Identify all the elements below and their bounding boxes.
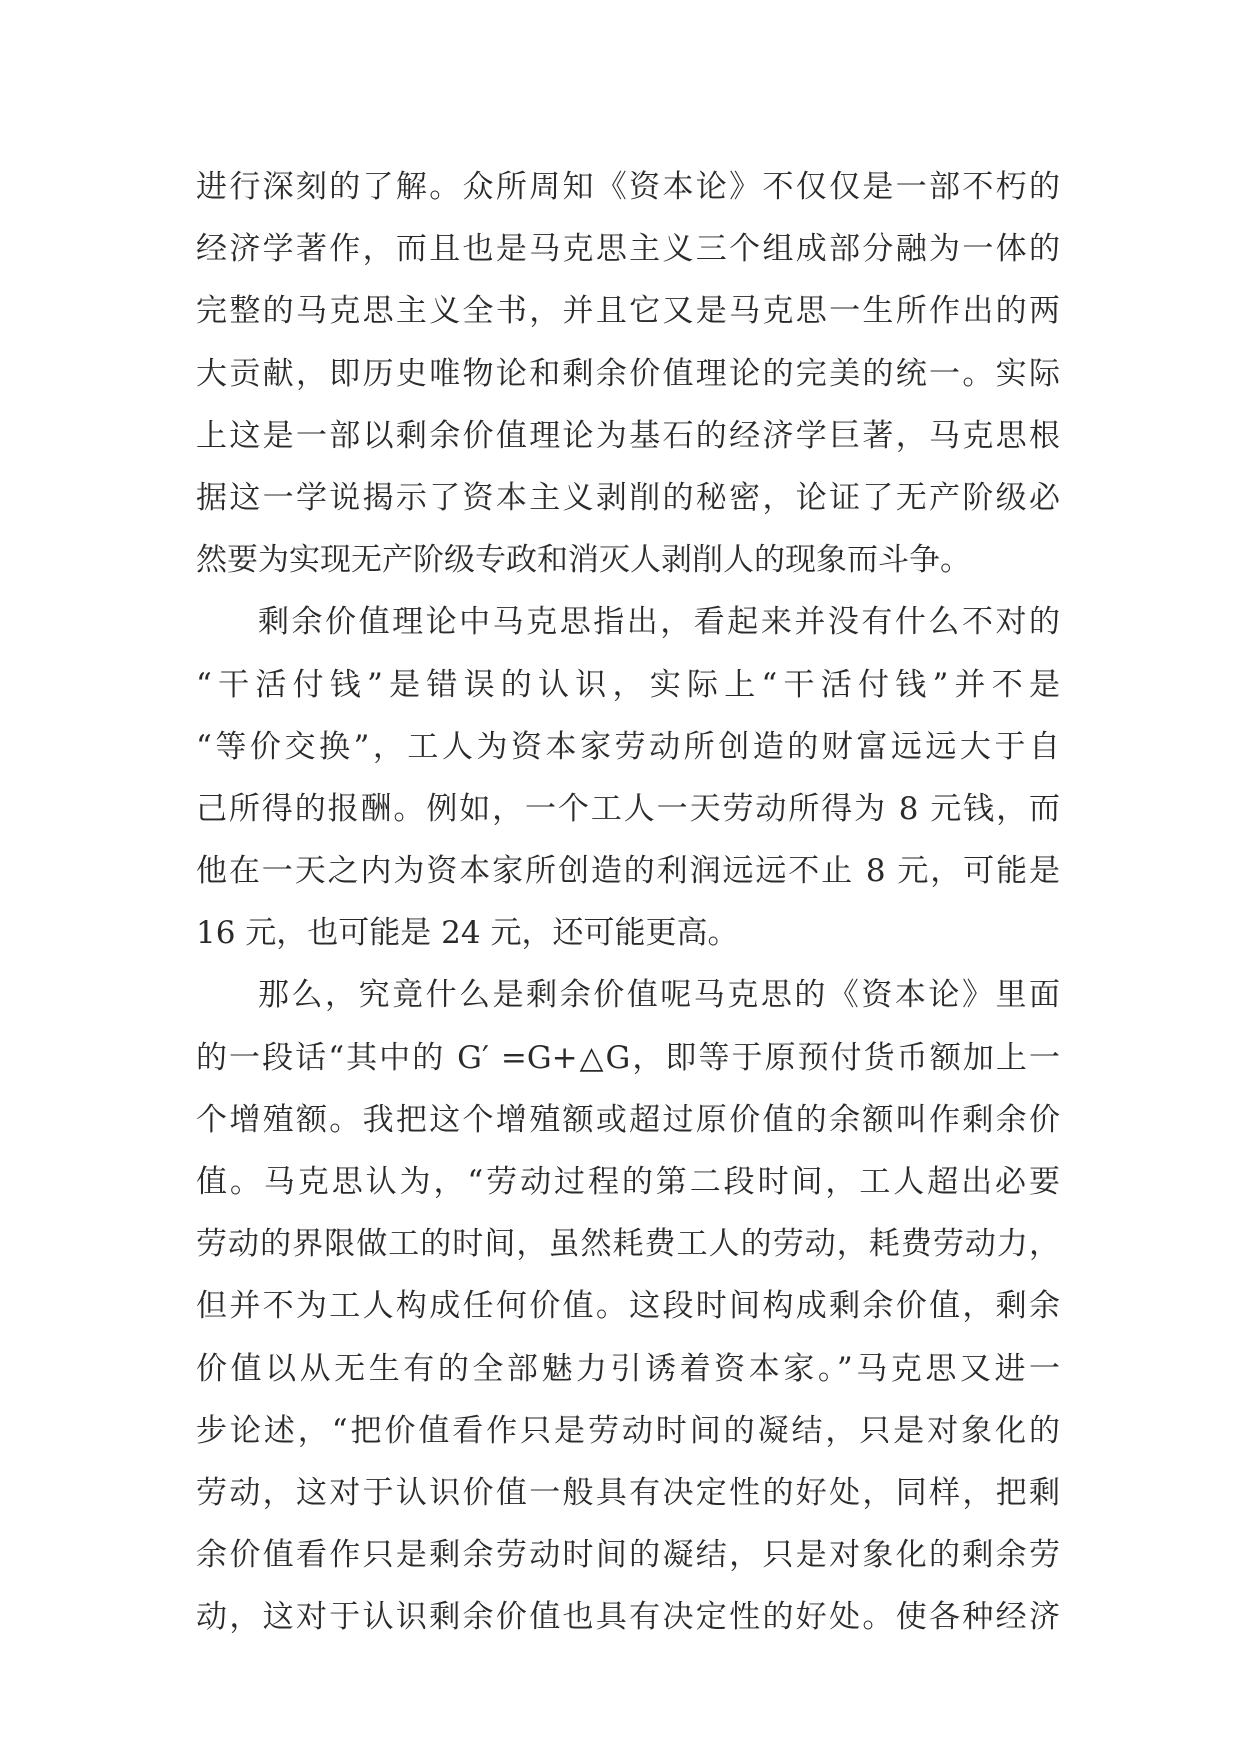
paragraph-first-line: 剩余价值理论中马克思指出，看起来并没有什么不对的 — [258, 604, 1060, 641]
text-line: 进行深刻的了解。众所周知《资本论》不仅仅是一部不朽的 — [196, 169, 1060, 205]
text-line: “干活付钱”是错误的认识，实际上“干活付钱”并不是 — [196, 666, 1060, 703]
text-line: 然要为实现无产阶级专政和消灭人剥削人的现象而斗争。 — [196, 542, 971, 579]
text-line: 己所得的报酬。例如，一个工人一天劳动所得为 8 元钱，而 — [196, 790, 1060, 827]
body-text — [196, 156, 1060, 1649]
text-line: 步论述，“把价值看作只是劳动时间的凝结，只是对象化的 — [196, 1412, 1060, 1449]
text-line: 劳动，这对于认识价值一般具有决定性的好处，同样，把剩 — [196, 1474, 1060, 1511]
text-line: 价值以从无生有的全部魅力引诱着资本家。”马克思又进一 — [196, 1350, 1060, 1387]
text-line: 据这一学说揭示了资本主义剥削的秘密，论证了无产阶级必 — [196, 479, 1060, 516]
text-line: 值。马克思认为，“劳动过程的第二段时间，工人超出必要 — [196, 1164, 1060, 1200]
paragraph-first-line: 那么，究竟什么是剩余价值呢马克思的《资本论》里面 — [258, 977, 1060, 1014]
text-line: 动，这对于认识剩余价值也具有决定性的好处。使各种经济 — [196, 1599, 1060, 1636]
text-line: 的一段话“其中的 G′ =G+△G，即等于原预付货币额加上一 — [196, 1039, 1060, 1076]
text-line: 他在一天之内为资本家所创造的利润远远不止 8 元，可能是 — [196, 853, 1060, 890]
text-line: 完整的马克思主义全书，并且它又是马克思一生所作出的两 — [196, 293, 1060, 330]
text-line: 但并不为工人构成任何价值。这段时间构成剩余价值，剩余 — [196, 1288, 1060, 1325]
text-line: “等价交换”，工人为资本家劳动所创造的财富远远大于自 — [196, 728, 1060, 765]
text-line: 大贡献，即历史唯物论和剩余价值理论的完美的统一。实际 — [196, 355, 1060, 392]
text-line: 劳动的界限做工的时间，虽然耗费工人的劳动，耗费劳动力， — [196, 1226, 1060, 1263]
text-line: 经济学著作，而且也是马克思主义三个组成部分融为一体的 — [196, 231, 1060, 268]
text-line: 上这是一部以剩余价值理论为基石的经济学巨著，马克思根 — [196, 417, 1060, 454]
text-line: 余价值看作只是剩余劳动时间的凝结，只是对象化的剩余劳 — [196, 1537, 1060, 1574]
text-line: 个增殖额。我把这个增殖额或超过原价值的余额叫作剩余价 — [196, 1101, 1060, 1138]
text-line: 16 元，也可能是 24 元，还可能更高。 — [196, 915, 739, 952]
